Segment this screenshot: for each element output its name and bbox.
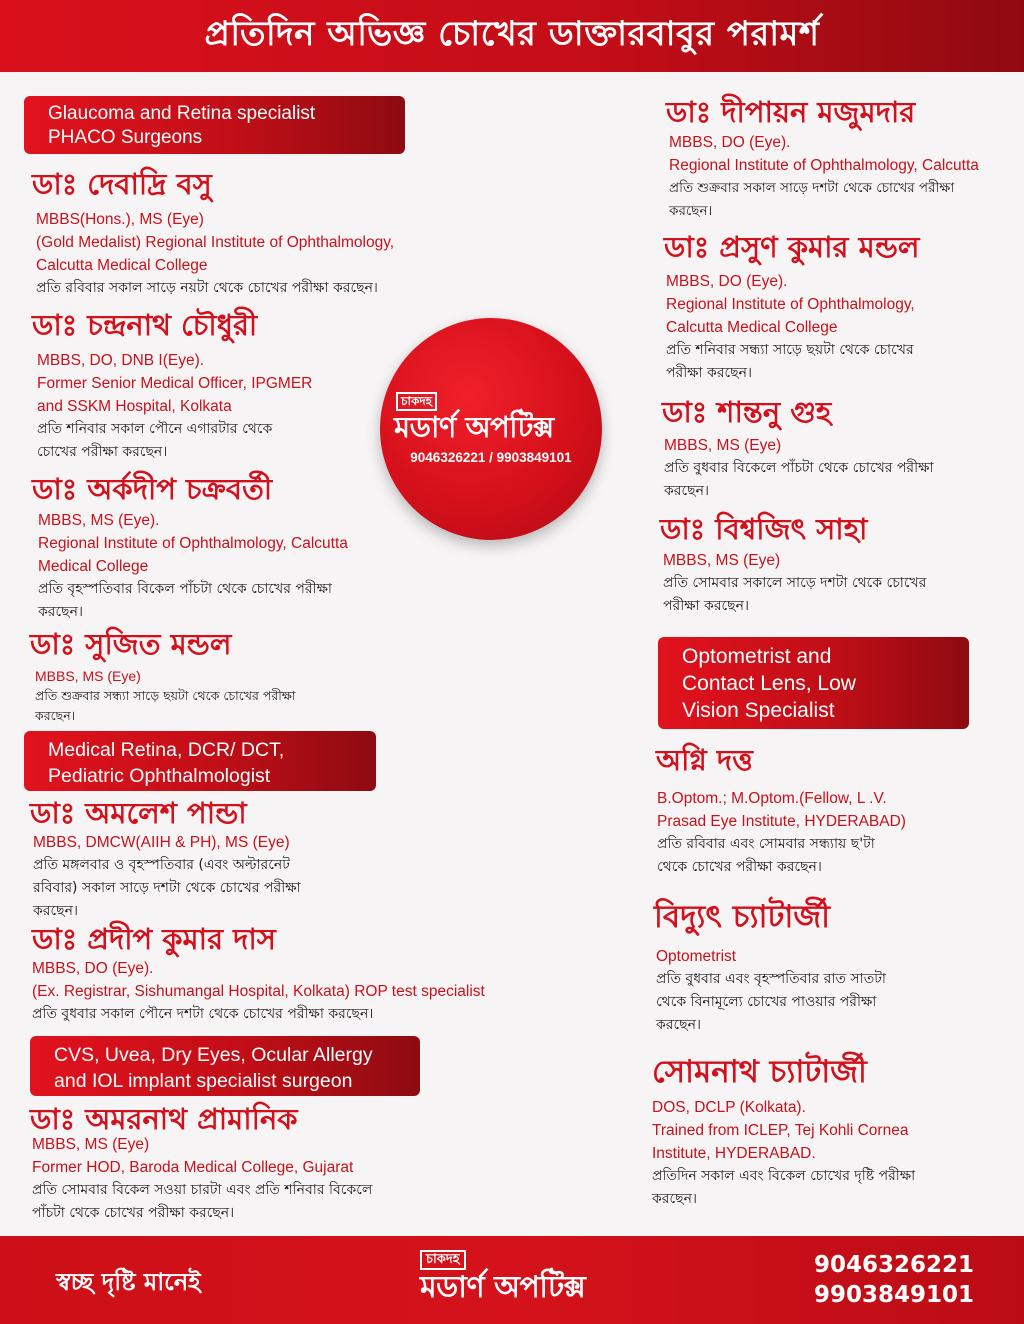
doctor-name: ডাঃ দীপায়ন মজুমদার — [666, 95, 916, 129]
doctor-schedule: থেকে চোখের পরীক্ষা করছেন। — [657, 859, 822, 875]
doctor-sujit — [30, 626, 296, 726]
doctor-cred: MBBS(Hons.), MS (Eye) — [36, 211, 204, 228]
doctor-schedule: থেকে বিনামূল্যে চোখের পাওয়ার পরীক্ষা — [656, 994, 877, 1010]
doctor-schedule: রবিবার) সকাল সাড়ে দশটা থেকে চোখের পরীক্ষা — [33, 880, 301, 896]
doctor-cred: MBBS, MS (Eye). — [38, 512, 160, 529]
doctor-schedule: প্রতি শুক্রবার সকাল সাড়ে দশটা থেকে চোখের পরীক্ষা — [669, 180, 955, 196]
doctor-schedule: করছেন। — [669, 203, 713, 219]
footer-phones — [814, 1250, 974, 1310]
doctor-cred: MBBS, DO (Eye). — [666, 273, 788, 290]
doctor-schedule: প্রতি বুধবার এবং বৃহস্পতিবার রাত সাতটা — [656, 971, 886, 987]
doctor-dipayan — [666, 94, 979, 223]
doctor-cred: MBBS, DO (Eye). — [669, 134, 791, 151]
doctor-prasun — [664, 229, 919, 385]
page-title: প্রতিদিন অভিজ্ঞ চোখের ডাক্তারবাবুর পরামর্শ — [204, 13, 820, 54]
doctor-schedule: প্রতি সোমবার বিকেল সওয়া চারটা এবং প্রতি শনিবার বিকেলে — [32, 1182, 373, 1198]
section-optometrist — [658, 637, 969, 729]
doctor-name: বিদ্যুৎ চ্যাটার্জী — [654, 899, 830, 935]
doctor-schedule: প্রতি শনিবার সকাল পৌনে এগারটার থেকে — [37, 421, 273, 437]
footer-logo — [420, 1248, 640, 1312]
doctor-somnath — [652, 1054, 915, 1211]
doctor-cred: MBBS, MS (Eye) — [32, 1136, 150, 1153]
doctor-cred: (Ex. Registrar, Sishumangal Hospital, Kolkata) ROP test specialist — [32, 983, 485, 1000]
section-cvs — [30, 1036, 420, 1096]
center-logo — [380, 318, 602, 540]
section-glaucoma — [24, 96, 405, 154]
doctor-name: ডাঃ অর্কদীপ চক্রবর্তী — [32, 472, 273, 506]
doctor-debadri — [32, 166, 394, 300]
doctor-cred: MBBS, MS (Eye) — [35, 668, 141, 684]
doctor-name: ডাঃ প্রসুণ কুমার মন্ডল — [664, 230, 920, 264]
doctor-pradip — [32, 921, 485, 1026]
doctor-schedule: প্রতি সোমবার সকালে সাড়ে দশটা থেকে চোখের — [663, 575, 927, 591]
doctor-schedule: প্রতিদিন সকাল এবং বিকেল চোখের দৃষ্টি পরীক্ষা — [652, 1168, 916, 1184]
section-optometrist-line3: Vision Specialist — [682, 699, 835, 722]
doctor-name: ডাঃ চন্দ্রনাথ চৌধুরী — [32, 308, 258, 342]
doctor-schedule: প্রতি রবিবার সকাল সাড়ে নয়টা থেকে চোখের পরীক্ষা করছেন। — [36, 280, 378, 296]
doctor-shantanu — [662, 394, 934, 503]
doctor-name: অগ্নি দত্ত — [656, 743, 753, 777]
doctor-schedule: প্রতি শনিবার সন্ধ্যা সাড়ে ছয়টা থেকে চোখের — [666, 342, 914, 358]
doctor-cred: Calcutta Medical College — [666, 319, 838, 336]
doctor-cred: Prasad Eye Institute, HYDERABAD) — [657, 813, 906, 830]
section-glaucoma-line1: Glaucoma and Retina specialist — [48, 103, 316, 124]
doctor-cred: (Gold Medalist) Regional Institute of Ophthalmology, — [36, 234, 395, 251]
doctor-cred: MBBS, DO (Eye). — [32, 960, 154, 977]
section-cvs-line2: and IOL implant specialist surgeon — [54, 1070, 353, 1092]
doctor-cred: Institute, HYDERABAD. — [652, 1145, 816, 1162]
doctor-cred: Optometrist — [656, 948, 737, 965]
footer-logo-big: মডার্ণ অপটিক্স — [420, 1270, 586, 1305]
doctor-cred: MBBS, MS (Eye) — [663, 552, 781, 569]
doctor-cred: MBBS, DMCW(AIIH & PH), MS (Eye) — [33, 834, 290, 851]
doctor-schedule: প্রতি বুধবার সকাল পৌনে দশটা থেকে চোখের পরীক্ষা করছেন। — [32, 1006, 374, 1022]
doctor-schedule: প্রতি রবিবার এবং সোমবার সন্ধ্যায় ছ'টা — [657, 836, 875, 852]
doctor-schedule: করছেন। — [656, 1017, 701, 1033]
doctor-schedule: চোখের পরীক্ষা করছেন। — [37, 444, 168, 460]
doctor-amarnath — [30, 1101, 372, 1225]
doctor-schedule: পরীক্ষা করছেন। — [663, 598, 750, 614]
doctor-cred: Trained from ICLEP, Tej Kohli Cornea — [652, 1122, 909, 1139]
doctor-arkadip — [32, 471, 348, 624]
doctor-cred: Former Senior Medical Officer, IPGMER — [37, 375, 313, 392]
doctor-name: ডাঃ সুজিত মন্ডল — [30, 627, 232, 661]
doctor-schedule: প্রতি শুক্রবার সন্ধ্যা সাড়ে ছয়টা থেকে চোখের পরীক্ষা — [35, 688, 296, 703]
footer-tagline: স্বচ্ছ দৃষ্টি মানেই — [56, 1268, 201, 1296]
section-cvs-line1: CVS, Uvea, Dry Eyes, Ocular Allergy — [54, 1044, 373, 1066]
doctor-schedule: করছেন। — [664, 483, 709, 499]
logo-phones: 9046326221 / 9903849101 — [410, 450, 572, 465]
doctor-schedule: করছেন। — [38, 604, 83, 620]
doctor-name: ডাঃ প্রদীপ কুমার দাস — [32, 922, 276, 956]
doctor-chandranath — [32, 307, 312, 464]
doctor-schedule: করছেন। — [33, 903, 78, 919]
doctor-name: ডাঃ দেবাদ্রি বসু — [32, 167, 212, 201]
doctor-cred: Regional Institute of Ophthalmology, Calcutta — [38, 535, 348, 552]
doctor-name: ডাঃ অমলেশ পান্ডা — [30, 796, 247, 830]
section-optometrist-line1: Optometrist and — [682, 645, 832, 668]
doctor-schedule: প্রতি মঙ্গলবার ও বৃহস্পতিবার (এবং অল্টারনেট — [33, 857, 290, 873]
doctor-schedule: করছেন। — [35, 708, 76, 723]
doctor-cred: DOS, DCLP (Kolkata). — [652, 1099, 806, 1116]
footer-phone-1[interactable]: 9046326221 — [814, 1252, 975, 1278]
doctor-name: সোমনাথ চ্যাটার্জী — [652, 1054, 867, 1090]
footer-band — [0, 1236, 1024, 1324]
section-medical-retina-line2: Pediatric Ophthalmologist — [48, 765, 271, 787]
section-glaucoma-line2: PHACO Surgeons — [48, 127, 203, 148]
doctor-cred: Regional Institute of Ophthalmology, Calcutta — [669, 157, 979, 174]
doctor-schedule: করছেন। — [652, 1191, 697, 1207]
footer-logo-small: চাকদহ — [420, 1250, 466, 1270]
doctor-schedule: প্রতি বুধবার বিকেলে পাঁচটা থেকে চোখের পরীক্ষা — [664, 460, 934, 476]
doctor-name: ডাঃ বিশ্বজিৎ সাহা — [660, 512, 868, 546]
doctor-name: ডাঃ শান্তনু গুহ — [662, 395, 832, 429]
doctor-biswajit — [660, 511, 926, 618]
doctor-cred: Medical College — [38, 558, 149, 575]
doctor-amalesh — [30, 795, 301, 923]
section-medical-retina — [24, 731, 376, 791]
logo-small-text: চাকদহ — [396, 392, 437, 411]
section-medical-retina-line1: Medical Retina, DCR/ DCT, — [48, 739, 285, 761]
doctor-bidyut — [654, 899, 886, 1037]
doctor-agni — [656, 742, 906, 879]
doctor-cred: Calcutta Medical College — [36, 257, 208, 274]
doctor-cred: and SSKM Hospital, Kolkata — [37, 398, 232, 415]
section-optometrist-line2: Contact Lens, Low — [682, 672, 856, 695]
doctor-schedule: পাঁচটা থেকে চোখের পরীক্ষা করছেন। — [32, 1205, 235, 1221]
header-band — [0, 0, 1024, 72]
doctor-cred: Regional Institute of Ophthalmology, — [666, 296, 915, 313]
doctor-schedule: পরীক্ষা করছেন। — [666, 365, 753, 381]
doctor-cred: MBBS, DO, DNB I(Eye). — [37, 352, 205, 369]
doctor-cred: MBBS, MS (Eye) — [664, 437, 782, 454]
doctor-cred: Former HOD, Baroda Medical College, Gujarat — [32, 1159, 354, 1176]
doctor-schedule: প্রতি বৃহস্পতিবার বিকেল পাঁচটা থেকে চোখের পরীক্ষা — [38, 581, 332, 597]
doctor-name: ডাঃ অমরনাথ প্রামানিক — [30, 1102, 298, 1136]
logo-big-text: মডার্ণ অপটিক্স — [394, 410, 554, 444]
doctor-cred: B.Optom.; M.Optom.(Fellow, L .V. — [657, 790, 887, 807]
footer-phone-2[interactable]: 9903849101 — [814, 1282, 975, 1308]
